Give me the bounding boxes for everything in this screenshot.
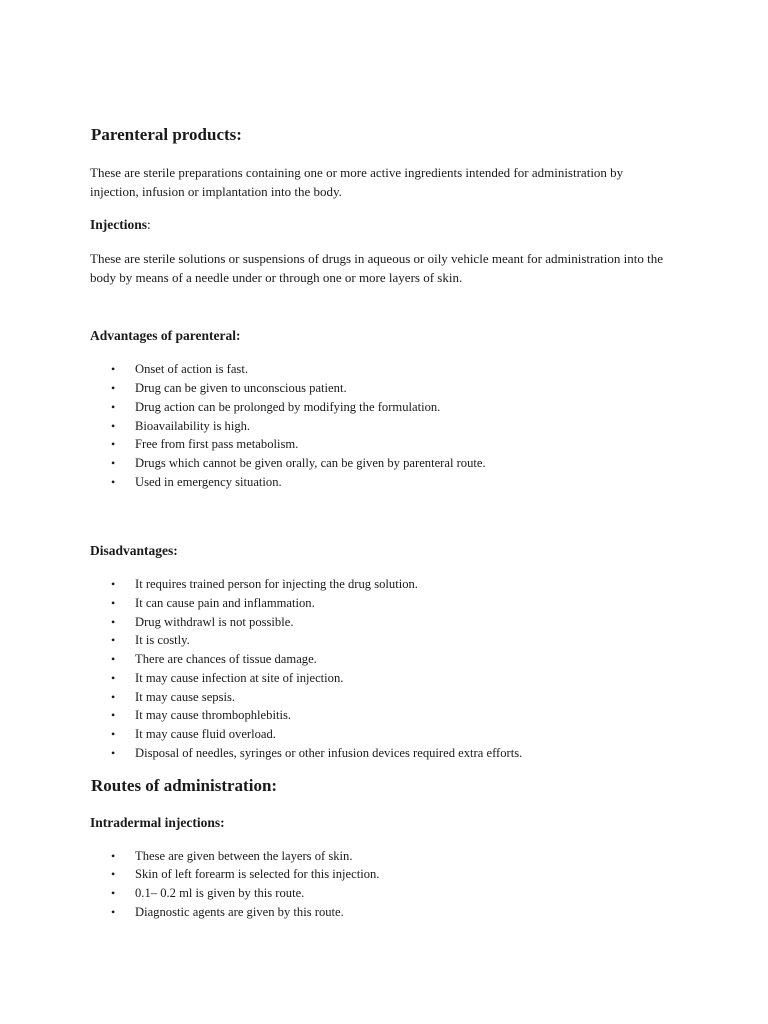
parenteral-products-heading: Parenteral products: [91, 125, 242, 144]
list-item-text: These are given between the layers of skin. [135, 848, 353, 863]
bullet-icon: • [111, 614, 116, 629]
list-item-text: Disposal of needles, syringes or other infusion devices required extra efforts. [135, 745, 523, 760]
bullet-icon: • [111, 455, 116, 470]
list-item-text: Skin of left forearm is selected for this injection. [135, 867, 380, 882]
advantages-heading: Advantages of parenteral: [90, 328, 241, 344]
injections-description: These are sterile solutions or suspensions of drugs in aqueous or oily vehicle meant for administration into the body by means of a needle under or through one or more layers of skin. [90, 251, 663, 286]
bullet-icon: • [111, 577, 116, 592]
list-item-text: Diagnostic agents are given by this route. [135, 904, 344, 919]
list-item [90, 454, 668, 473]
list-item-text: It may cause sepsis. [135, 689, 236, 704]
list-item-text: It can cause pain and inflammation. [135, 596, 315, 611]
bullet-icon: • [111, 886, 116, 901]
list-item [90, 473, 668, 492]
list-item-text: It requires trained person for injecting the drug solution. [135, 577, 418, 592]
list-item-text: It may cause thrombophlebitis. [135, 708, 291, 723]
list-item [90, 398, 668, 417]
list-item [90, 865, 668, 884]
bullet-icon: • [111, 381, 116, 396]
list-item-text: Free from first pass metabolism. [135, 437, 299, 452]
bullet-icon: • [111, 867, 116, 882]
list-item-text: It is costly. [135, 633, 190, 648]
bullet-icon: • [111, 745, 116, 760]
list-item [90, 884, 668, 903]
list-item-text: 0.1– 0.2 ml is given by this route. [135, 886, 305, 901]
list-item [90, 575, 668, 594]
list-item [90, 903, 668, 922]
bullet-icon: • [111, 596, 116, 611]
list-item-text: There are chances of tissue damage. [135, 652, 317, 667]
bullet-icon: • [111, 670, 116, 685]
intradermal-injections-heading: Intradermal injections: [90, 814, 225, 830]
bullet-icon: • [111, 362, 116, 377]
bullet-icon: • [111, 689, 116, 704]
bullet-icon: • [111, 437, 116, 452]
injections-heading-colon: : [147, 217, 151, 233]
spacer [90, 505, 668, 541]
intradermal-list [90, 847, 668, 922]
list-item [90, 613, 668, 632]
list-item-text: Used in emergency situation. [135, 474, 282, 489]
list-item-text: Drug can be given to unconscious patient. [135, 381, 347, 396]
bullet-icon: • [111, 474, 116, 489]
list-item [90, 650, 668, 669]
bullet-icon: • [111, 708, 116, 723]
list-item-text: Bioavailability is high. [135, 418, 251, 433]
bullet-icon: • [111, 904, 116, 919]
disadvantages-list [90, 575, 668, 762]
bullet-icon: • [111, 633, 116, 648]
advantages-list [90, 360, 668, 491]
list-item-text: Drug action can be prolonged by modifying the formulation. [135, 399, 441, 414]
list-item [90, 669, 668, 688]
bullet-icon: • [111, 726, 116, 741]
list-item-text: Drugs which cannot be given orally, can be given by parenteral route. [135, 455, 486, 470]
disadvantages-heading: Disadvantages: [90, 543, 178, 559]
list-item-text: It may cause infection at site of injection. [135, 670, 344, 685]
injections-heading [90, 215, 668, 234]
list-item [90, 417, 668, 436]
list-item [90, 631, 668, 650]
list-item [90, 847, 668, 866]
list-item-text: Drug withdrawl is not possible. [135, 614, 294, 629]
list-item [90, 688, 668, 707]
list-item [90, 725, 668, 744]
injections-heading-label: Injections [90, 217, 147, 233]
bullet-icon: • [111, 399, 116, 414]
list-item [90, 360, 668, 379]
routes-of-administration-heading: Routes of administration: [91, 776, 278, 796]
list-item [90, 379, 668, 398]
parenteral-products-description: These are sterile preparations containing one or more active ingredients intended for administration by injection, infusion or implantation into the body. [90, 165, 624, 200]
list-item [90, 744, 668, 763]
list-item [90, 594, 668, 613]
spacer [90, 301, 668, 326]
list-item [90, 706, 668, 725]
bullet-icon: • [111, 848, 116, 863]
bullet-icon: • [111, 418, 116, 433]
list-item-text: Onset of action is fast. [135, 362, 248, 377]
list-item [90, 435, 668, 454]
bullet-icon: • [111, 652, 116, 667]
list-item-text: It may cause fluid overload. [135, 726, 276, 741]
